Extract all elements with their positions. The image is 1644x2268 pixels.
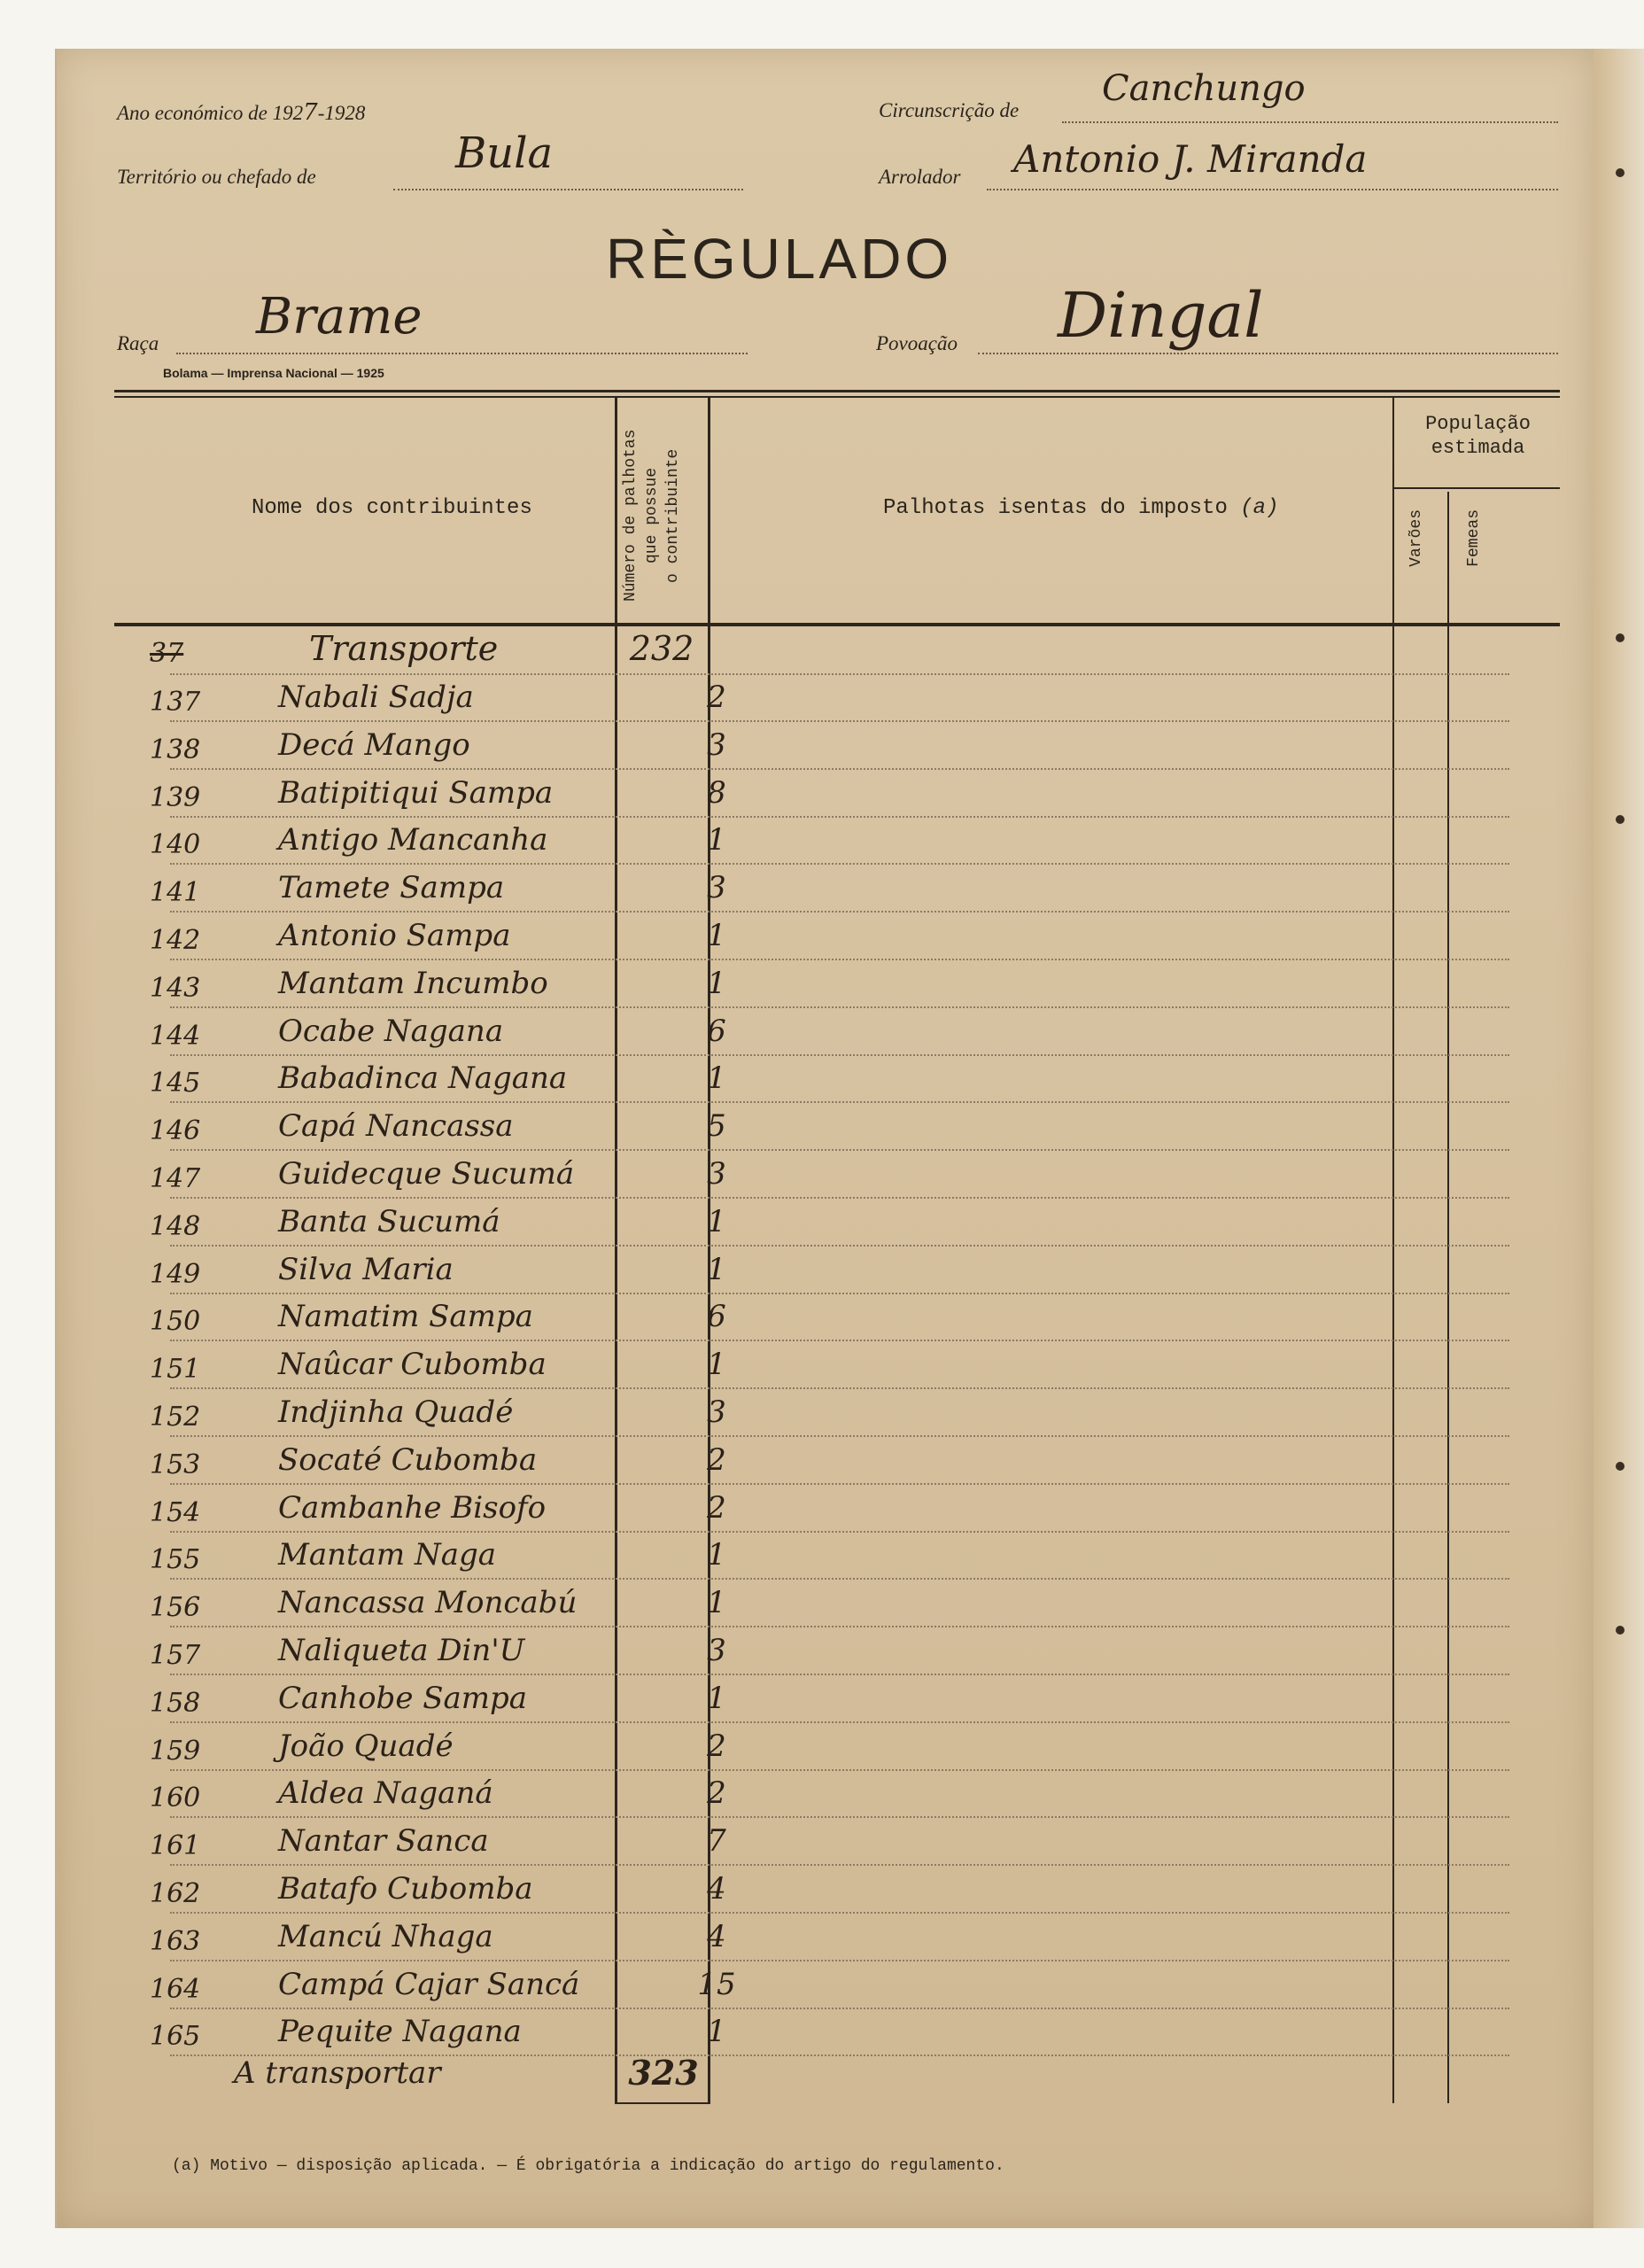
palhotas-count: 2 [707,1728,726,1764]
col-divider-4 [1447,492,1449,2103]
footnote: (a) Motivo — disposição aplicada. — É obrigatória a indicação do artigo do regulamento. [172,2157,1004,2175]
row-divider [170,720,1509,722]
femeas-label: Femeas [1465,509,1483,567]
ledger-page [55,49,1594,2228]
row-divider [170,1435,1509,1437]
row-number: 155 [150,1544,201,1576]
col-divider-1 [615,398,617,2103]
row-divider [170,1626,1509,1627]
contribuinte-name: Mantam Incumbo [278,965,548,1001]
palhotas-count: 2 [707,1775,726,1812]
row-divider [170,1197,1509,1199]
imprint: Bolama — Imprensa Nacional — 1925 [163,366,384,380]
bottom-rule [615,2102,710,2104]
row-number: 154 [150,1496,201,1528]
raca-value: Brame [256,288,423,346]
contribuinte-name: Tamete Sampa [278,870,505,906]
row-number: 142 [150,925,201,956]
contribuinte-name: Guidecque Sucumá [278,1156,575,1192]
row-number: 161 [150,1830,201,1862]
row-divider [170,1816,1509,1818]
populacao-line2: estimada [1431,437,1525,459]
binding-hole [1616,1626,1625,1635]
row-number: 151 [150,1354,201,1386]
palhotas-count: 2 [707,1489,726,1526]
circunscricao-value: Canchungo [1102,68,1306,109]
pop-subrule [1394,487,1560,489]
row-number: 140 [150,829,201,861]
row-divider [170,673,1509,675]
contribuinte-name: Nancassa Moncabú [278,1585,578,1621]
territorio-value: Bula [455,128,554,178]
row-number: 153 [150,1449,201,1480]
row-number: 160 [150,1783,201,1814]
contribuinte-name: Batipitiqui Sampa [278,774,554,811]
row-number: 149 [150,1258,201,1290]
ano-digit: 7 [303,99,318,126]
header-bottom-rule [114,623,1560,626]
contribuinte-name: Antigo Mancanha [278,822,548,858]
row-divider [170,1340,1509,1341]
transport-in-huts: 232 [629,629,694,668]
binding-hole [1616,815,1625,824]
circunscricao-label: Circunscrição de [879,99,1020,121]
binding-hole [1616,168,1625,177]
transport-out-label: A transportar [234,2055,441,2091]
contribuinte-name: Batafo Cubomba [278,1871,533,1907]
row-divider [170,1531,1509,1533]
page-title: RÈGULADO [606,227,953,291]
palhotas-count: 3 [707,726,726,763]
contribuinte-name: Babadinca Nagana [278,1060,568,1097]
palhotas-count: 1 [707,822,726,858]
row-number: 143 [150,972,201,1004]
contribuinte-name: Nabali Sadja [278,680,474,715]
povoacao-label: Povoação [876,332,958,354]
binding-hole [1616,1462,1625,1471]
palhotas-count: 1 [707,1251,726,1287]
row-number: 139 [150,781,201,813]
populacao-line1: População [1425,413,1531,435]
row-number: 145 [150,1068,201,1099]
row-divider [170,863,1509,865]
transport-in-label: Transporte [309,629,499,668]
palhotas-count: 2 [707,1441,726,1478]
row-divider [170,911,1509,913]
col-header-nome: Nome dos contribuintes [252,496,532,520]
palhotas-count: 4 [707,1918,726,1954]
row-number: 137 [150,687,201,718]
isentas-note: (a) [1240,496,1279,520]
row-divider [170,1912,1509,1914]
row-number: 148 [150,1210,201,1242]
col-divider-3 [1392,398,1394,2103]
contribuinte-name: Naliqueta Din'U [278,1633,525,1668]
row-divider [170,2008,1509,2009]
contribuinte-name: Namatim Sampa [278,1299,533,1335]
palhotas-count: 1 [707,2014,726,2050]
arrolador-value: Antonio J. Miranda [1013,137,1368,181]
territorio-line [393,189,743,190]
row-divider [170,1054,1509,1056]
row-divider [170,1769,1509,1771]
ano-suffix: -1928 [317,102,366,124]
numero-line1: Número de palhotas [622,429,640,602]
contribuinte-name: Cambanhe Bisofo [278,1489,547,1526]
row-number: 157 [150,1640,201,1671]
top-rule-2 [114,396,1560,398]
circunscricao-line [1062,121,1558,123]
binding-hole [1616,633,1625,642]
row-divider [170,768,1509,770]
contribuinte-name: Pequite Nagana [278,2014,522,2050]
top-rule [114,390,1560,392]
numero-line3: o contribuinte [664,448,682,583]
palhotas-count: 6 [707,1013,726,1049]
territorio-label: Território ou chefado de [117,166,316,188]
contribuinte-name: Mantam Naga [278,1537,497,1573]
contribuinte-name: Decá Mango [278,726,470,763]
povoacao-line [978,353,1558,354]
palhotas-count: 1 [707,965,726,1001]
contribuinte-name: João Quadé [278,1728,454,1764]
row-number: 146 [150,1115,201,1147]
row-divider [170,1101,1509,1103]
col-header-isentas [883,496,1279,520]
palhotas-count: 3 [707,1633,726,1668]
palhotas-count: 1 [707,1680,726,1716]
col-header-femeas [1465,509,1483,598]
row-divider [170,1387,1509,1389]
row-divider [170,1006,1509,1008]
palhotas-count: 3 [707,870,726,906]
next-page-edge [1589,49,1644,2228]
ano-economico [117,99,365,126]
palhotas-count: 1 [707,1585,726,1621]
row-divider [170,1864,1509,1866]
col-header-numero [620,414,705,617]
palhotas-count: 8 [707,774,726,811]
row-number: 138 [150,734,201,765]
row-number: 158 [150,1687,201,1719]
row-divider [170,1149,1509,1151]
row-divider [170,1293,1509,1294]
palhotas-count: 1 [707,1537,726,1573]
row-divider [170,816,1509,818]
contribuinte-name: Campá Cajar Sancá [278,1966,580,2002]
palhotas-count: 3 [707,1156,726,1192]
palhotas-count: 2 [707,680,726,715]
ano-label: Ano económico de 192 [117,102,304,124]
contribuinte-name: Canhobe Sampa [278,1680,528,1716]
arrolador-label: Arrolador [879,166,961,188]
varoes-label: Varões [1407,509,1425,567]
row-divider [170,1721,1509,1723]
row-number: 147 [150,1163,201,1194]
row-divider [170,1483,1509,1485]
contribuinte-name: Mancú Nhaga [278,1918,493,1954]
palhotas-count: 7 [707,1823,726,1860]
row-number: 150 [150,1306,201,1338]
row-divider [170,959,1509,960]
palhotas-count: 1 [707,1203,726,1239]
isentas-label: Palhotas isentas do imposto [883,496,1228,520]
contribuinte-name: Naûcar Cubomba [278,1347,547,1383]
contribuinte-name: Antonio Sampa [278,918,511,953]
row-divider [170,1578,1509,1580]
contribuinte-name: Aldea Naganá [278,1775,493,1812]
raca-label: Raça [117,332,159,354]
transport-out-huts: 323 [628,2053,699,2093]
row-number: 163 [150,1925,201,1957]
row-number: 156 [150,1592,201,1624]
contribuinte-name: Nantar Sanca [278,1823,489,1860]
palhotas-count: 5 [707,1108,726,1145]
contribuinte-name: Ocabe Nagana [278,1013,504,1049]
palhotas-count: 1 [707,918,726,953]
contribuinte-name: Indjinha Quadé [278,1394,514,1430]
palhotas-count: 1 [707,1060,726,1097]
contribuinte-name: Banta Sucumá [278,1203,500,1239]
palhotas-count: 3 [707,1394,726,1430]
row-number: 165 [150,2021,201,2053]
contribuinte-name: Silva Maria [278,1251,454,1287]
col-header-varoes [1407,509,1425,598]
contribuinte-name: Socaté Cubomba [278,1441,538,1478]
povoacao-value: Dingal [1058,279,1264,352]
arrolador-line [987,189,1558,190]
transport-in-num: 37 [150,638,184,669]
row-number: 164 [150,1973,201,2005]
contribuinte-name: Capá Nancassa [278,1108,514,1145]
numero-line2: que possue [643,467,661,564]
row-divider [170,1960,1509,1961]
raca-line [176,353,748,354]
row-number: 162 [150,1878,201,1909]
palhotas-count: 1 [707,1347,726,1383]
row-number: 144 [150,1020,201,1052]
row-number: 141 [150,877,201,909]
row-divider [170,1245,1509,1247]
row-number: 159 [150,1735,201,1767]
palhotas-count: 6 [707,1299,726,1335]
palhotas-count: 4 [707,1871,726,1907]
row-divider [170,1674,1509,1675]
row-number: 152 [150,1402,201,1433]
palhotas-count: 15 [697,1966,736,2002]
col-header-populacao [1396,412,1560,460]
